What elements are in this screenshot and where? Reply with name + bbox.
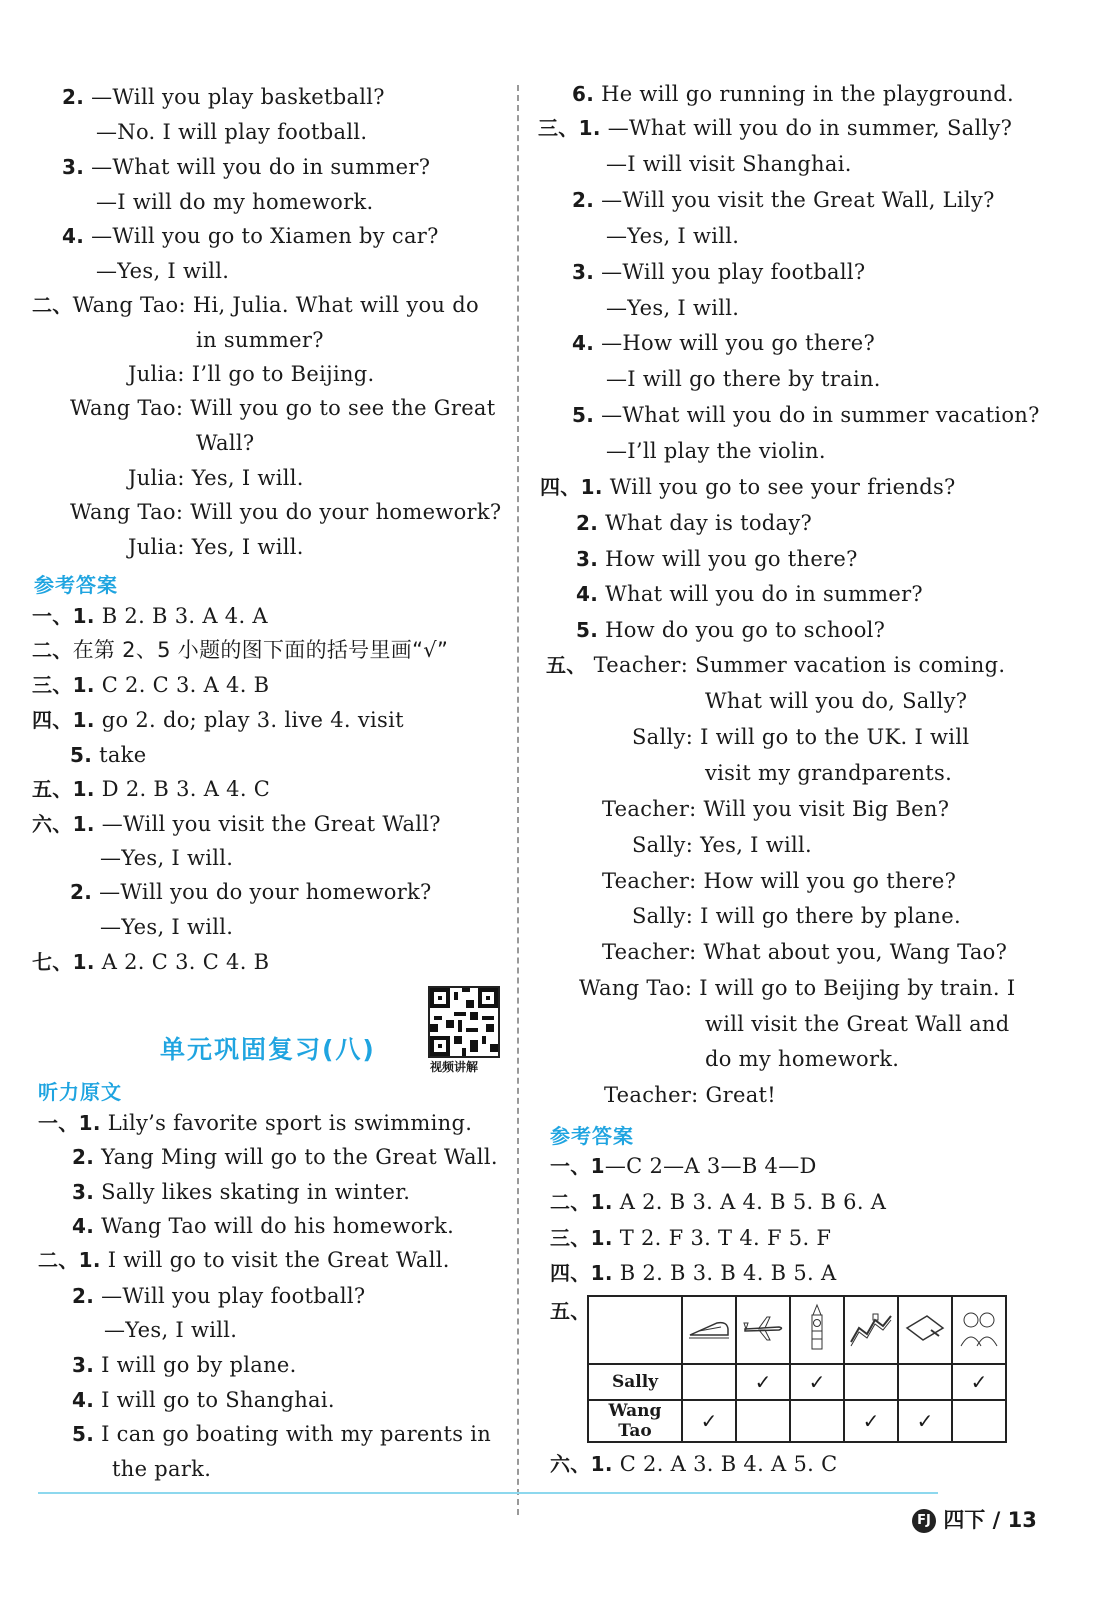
- page-label: 13: [1007, 1508, 1037, 1532]
- answer-line: 三、1. T 2. F 3. T 4. F 5. F: [550, 1226, 832, 1250]
- text-line: 4. —How will you go there?: [572, 331, 876, 355]
- answer-line: 一、1—C 2—A 3—B 4—D: [550, 1154, 817, 1178]
- text-line: 3. How will you go there?: [576, 547, 858, 571]
- dialog-line: 二、Wang Tao: Hi, Julia. What will you do: [32, 293, 479, 317]
- check-cell: ✓: [952, 1364, 1006, 1400]
- answer-line: 2. —Will you do your homework?: [70, 880, 432, 904]
- dialog-line: What will you do, Sally?: [705, 689, 968, 713]
- answer-line: 二、1. A 2. B 3. A 4. B 5. B 6. A: [550, 1190, 887, 1214]
- text-line: —Yes, I will.: [606, 296, 740, 320]
- check-cell: ✓: [844, 1400, 898, 1442]
- text-line: 三、1. —What will you do in summer, Sally?: [538, 116, 1013, 140]
- check-cell: [790, 1400, 844, 1442]
- text-line: —No. I will play football.: [96, 120, 368, 144]
- text-line: —I will do my homework.: [96, 190, 374, 214]
- page-number: [912, 1504, 1037, 1534]
- check-cell: ✓: [790, 1364, 844, 1400]
- answer-line: —Yes, I will.: [100, 846, 234, 870]
- script-line: 4. I will go to Shanghai.: [72, 1388, 335, 1412]
- dialog-line: will visit the Great Wall and: [705, 1012, 1010, 1036]
- grade-label: 四下: [943, 1508, 986, 1532]
- script-line: 3. I will go by plane.: [72, 1353, 297, 1377]
- dialog-line: Wall?: [196, 431, 255, 455]
- row-name: Wang Tao: [588, 1400, 682, 1442]
- text-line: 3. —What will you do in summer?: [62, 155, 431, 179]
- answer-line: —Yes, I will.: [100, 915, 234, 939]
- text-line: 3. —Will you play football?: [572, 260, 866, 284]
- grandparents-icon: [952, 1296, 1006, 1364]
- text-line: —Yes, I will.: [96, 259, 230, 283]
- dialog-line: Sally: Yes, I will.: [632, 833, 813, 857]
- text-line: —I will go there by train.: [606, 367, 881, 391]
- great-wall-icon: [844, 1296, 898, 1364]
- dialog-line: 五、 Teacher: Summer vacation is coming.: [546, 653, 1006, 677]
- text-line: 4. What will you do in summer?: [576, 582, 923, 606]
- table-row: [588, 1364, 1006, 1400]
- text-line: —I’ll play the violin.: [606, 439, 826, 463]
- dialog-line: Teacher: What about you, Wang Tao?: [602, 940, 1008, 964]
- answer-line: 七、1. A 2. C 3. C 4. B: [32, 950, 270, 974]
- text-line: 四、1. Will you go to see your friends?: [540, 475, 956, 499]
- script-line: 2. Yang Ming will go to the Great Wall.: [72, 1145, 498, 1169]
- publisher-badge: FJ: [912, 1509, 936, 1533]
- script-line: 2. —Will you play football?: [72, 1284, 366, 1308]
- reference-answer-heading: 参考答案: [550, 1124, 634, 1148]
- dialog-line: Teacher: Great!: [604, 1083, 776, 1107]
- answer-table: [587, 1295, 1007, 1443]
- qr-code-icon: [430, 988, 498, 1056]
- text-line: 2. —Will you play basketball?: [62, 85, 385, 109]
- answer-line: 5. take: [70, 743, 147, 767]
- check-cell: [682, 1364, 736, 1400]
- table-row: [588, 1400, 1006, 1442]
- unit-title: 单元巩固复习(八): [160, 1035, 376, 1064]
- script-line: —Yes, I will.: [104, 1318, 238, 1342]
- script-line: 3. Sally likes skating in winter.: [72, 1180, 411, 1204]
- qr-caption: 视频讲解: [430, 1060, 479, 1074]
- text-line: —I will visit Shanghai.: [606, 152, 852, 176]
- script-line: 二、1. I will go to visit the Great Wall.: [38, 1248, 450, 1272]
- listening-script-heading: 听力原文: [38, 1080, 122, 1104]
- text-line: 5. —What will you do in summer vacation?: [572, 403, 1040, 427]
- column-divider: [517, 85, 519, 1515]
- check-cell: ✓: [736, 1364, 790, 1400]
- reference-answer-heading: 参考答案: [34, 573, 118, 597]
- check-cell: [736, 1400, 790, 1442]
- check-cell: ✓: [898, 1400, 952, 1442]
- homework-icon: [898, 1296, 952, 1364]
- answer-line: 五、1. D 2. B 3. A 4. C: [32, 777, 271, 801]
- answer-line: 一、1. B 2. B 3. A 4. A: [32, 604, 268, 628]
- check-cell: [952, 1400, 1006, 1442]
- check-cell: [898, 1364, 952, 1400]
- check-cell: [844, 1364, 898, 1400]
- footer-rule: [38, 1492, 938, 1494]
- answer-line: 六、1. C 2. A 3. B 4. A 5. C: [550, 1452, 838, 1476]
- answer-line: 二、在第 2、5 小题的图下面的括号里画“√”: [32, 638, 449, 662]
- table-section-label: 五、: [550, 1299, 591, 1323]
- dialog-line: Teacher: How will you go there?: [602, 869, 957, 893]
- text-line: 2. What day is today?: [576, 511, 813, 535]
- dialog-line: Julia: Yes, I will.: [128, 466, 304, 490]
- answer-line: 四、1. go 2. do; play 3. live 4. visit: [32, 708, 404, 732]
- table-corner: [588, 1296, 682, 1364]
- text-line: 5. How do you go to school?: [576, 618, 886, 642]
- dialog-line: Wang Tao: I will go to Beijing by train. I: [579, 976, 1016, 1000]
- dialog-line: Sally: I will go to the UK. I will: [632, 725, 970, 749]
- text-line: —Yes, I will.: [606, 224, 740, 248]
- qr-code[interactable]: [428, 986, 500, 1058]
- plane-icon: [736, 1296, 790, 1364]
- dialog-line: Teacher: Will you visit Big Ben?: [602, 797, 950, 821]
- check-cell: ✓: [682, 1400, 736, 1442]
- script-line: the park.: [112, 1457, 212, 1481]
- script-line: 5. I can go boating with my parents in: [72, 1422, 492, 1446]
- dialog-line: Julia: I’ll go to Beijing.: [128, 362, 375, 386]
- answer-line: 六、1. —Will you visit the Great Wall?: [32, 812, 441, 836]
- script-line: 一、1. Lily’s favorite sport is swimming.: [38, 1111, 473, 1135]
- dialog-line: Julia: Yes, I will.: [128, 535, 304, 559]
- answer-line: 四、1. B 2. B 3. B 4. B 5. A: [550, 1261, 837, 1285]
- text-line: 4. —Will you go to Xiamen by car?: [62, 224, 439, 248]
- text-line: 6. He will go running in the playground.: [572, 82, 1014, 106]
- big-ben-icon: [790, 1296, 844, 1364]
- dialog-line: Sally: I will go there by plane.: [632, 904, 961, 928]
- dialog-line: visit my grandparents.: [705, 761, 953, 785]
- page-separator: /: [992, 1508, 1001, 1532]
- dialog-line: Wang Tao: Will you do your homework?: [70, 500, 502, 524]
- script-line: 4. Wang Tao will do his homework.: [72, 1214, 455, 1238]
- dialog-line: in summer?: [196, 328, 324, 352]
- text-line: 2. —Will you visit the Great Wall, Lily?: [572, 188, 995, 212]
- row-name: Sally: [588, 1364, 682, 1400]
- answer-line: 三、1. C 2. C 3. A 4. B: [32, 673, 270, 697]
- train-icon: [682, 1296, 736, 1364]
- dialog-line: Wang Tao: Will you go to see the Great: [70, 396, 496, 420]
- dialog-line: do my homework.: [705, 1047, 900, 1071]
